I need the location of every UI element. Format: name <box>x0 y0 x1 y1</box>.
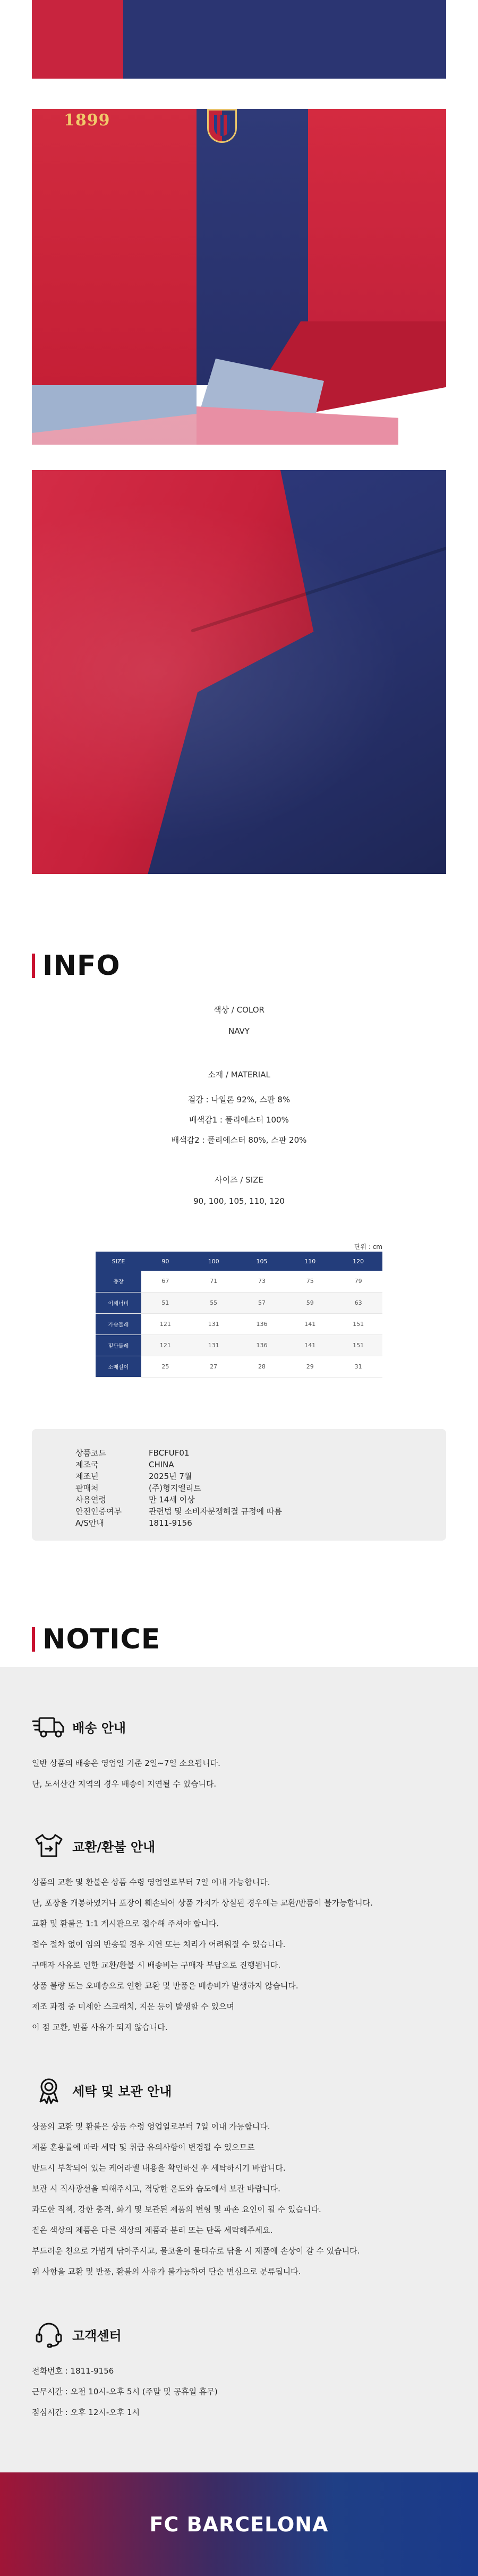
notice-line: 근무시간 : 오전 10시-오후 5시 (주말 및 공휴일 휴무) <box>32 2387 218 2396</box>
notice-line: 보관 시 직사광선을 피해주시고, 적당한 온도와 습도에서 보관 바랍니다. <box>32 2184 280 2194</box>
spec-row <box>75 1506 446 1517</box>
table-cell: 29 <box>286 1356 334 1377</box>
notice-line: 단, 도서산간 지역의 경우 배송이 지연될 수 있습니다. <box>32 1779 217 1789</box>
notice-line: 단, 포장을 개봉하였거나 포장이 훼손되어 상품 가치가 상실된 경우에는 교환/반품이 불가능합니다. <box>32 1898 373 1908</box>
notice-item-header <box>32 1712 446 1741</box>
size-table-header-cell: 120 <box>334 1252 382 1271</box>
spec-row <box>75 1517 446 1529</box>
notice-line: 부드러운 천으로 가볍게 닦아주시고, 물코올이 물티슈로 닦을 시 제품에 손상이 갈 수 있습니다. <box>32 2246 360 2256</box>
material-line: 겉감 : 나일론 92%, 스판 8% <box>187 1095 291 1104</box>
notice-customer-center <box>32 2319 446 2423</box>
info-heading-text: INFO <box>42 950 121 982</box>
notice-exchange-refund <box>32 1831 446 2038</box>
material-section <box>0 1069 478 1150</box>
notice-line: 위 사항을 교환 및 반품, 환불의 사유가 불가능하여 단순 변심으로 분류됩니다. <box>32 2267 301 2276</box>
notice-line: 제품 혼용률에 따라 세탁 및 취급 유의사항이 변경될 수 있으므로 <box>32 2143 255 2152</box>
product-photo-hem <box>32 109 446 445</box>
table-cell: 121 <box>141 1334 190 1356</box>
product-spec-box <box>32 1429 446 1541</box>
spec-value: 1811-9156 <box>149 1518 192 1528</box>
spec-key: A/S안내 <box>75 1518 104 1528</box>
table-row <box>96 1271 382 1292</box>
notice-line: 교환 및 환불은 1:1 게시판으로 접수해 주셔야 합니다. <box>32 1919 219 1928</box>
headset-icon <box>32 2319 66 2349</box>
table-cell: 27 <box>190 1356 238 1377</box>
shirt-exchange-icon <box>32 1831 66 1860</box>
size-table-header-cell: SIZE <box>96 1252 141 1271</box>
table-cell: 63 <box>334 1292 382 1313</box>
spec-key: 상품코드 <box>75 1448 106 1458</box>
notice-line: 반드시 부착되어 있는 케어라벨 내용을 확인하신 후 세탁하시기 바랍니다. <box>32 2163 286 2173</box>
table-cell: 121 <box>141 1313 190 1334</box>
spec-key: 판매처 <box>75 1483 99 1493</box>
spec-value: FBCFUF01 <box>149 1448 190 1458</box>
size-title: 사이즈 / SIZE <box>215 1175 263 1185</box>
spec-row <box>75 1459 446 1470</box>
table-cell: 73 <box>238 1271 286 1292</box>
fabric-shading <box>32 470 446 874</box>
product-photo-top <box>32 0 446 79</box>
row-label: 소매길이 <box>96 1356 141 1377</box>
table-cell: 25 <box>141 1356 190 1377</box>
notice-line: 접수 절차 없이 임의 반송될 경우 지연 또는 처리가 어려워질 수 있습니다. <box>32 1940 286 1949</box>
notice-item-header <box>32 2075 446 2105</box>
spec-key: 제조년 <box>75 1472 99 1481</box>
notice-line: 일반 상품의 배송은 영업일 기준 2일~7일 소요됩니다. <box>32 1758 220 1768</box>
table-cell: 136 <box>238 1334 286 1356</box>
table-cell: 59 <box>286 1292 334 1313</box>
table-cell: 79 <box>334 1271 382 1292</box>
notice-item-header <box>32 2319 446 2349</box>
size-table-header-cell: 100 <box>190 1252 238 1271</box>
notice-item-body <box>32 1753 446 1795</box>
heading-accent-bar <box>32 1627 35 1652</box>
notice-line: 상품의 교환 및 환불은 상품 수령 영업일로부터 7일 이내 가능합니다. <box>32 2122 270 2131</box>
notice-line: 이 점 교환, 반품 사유가 되지 않습니다. <box>32 2022 168 2032</box>
color-title: 색상 / COLOR <box>214 1005 264 1015</box>
heading-accent-bar <box>32 954 35 978</box>
fabric-red-panel <box>32 0 123 79</box>
table-cell: 136 <box>238 1313 286 1334</box>
spec-value: 2025년 7월 <box>149 1472 192 1481</box>
notice-item-header <box>32 1831 446 1860</box>
table-row <box>96 1313 382 1334</box>
table-cell: 57 <box>238 1292 286 1313</box>
size-table-header-cell: 90 <box>141 1252 190 1271</box>
table-cell: 28 <box>238 1356 286 1377</box>
delivery-truck-icon <box>32 1712 66 1741</box>
notice-line: 짙은 색상의 제품은 다른 색상의 제품과 분리 또는 단독 세탁해주세요. <box>32 2225 273 2235</box>
row-label: 총장 <box>96 1271 141 1292</box>
table-cell: 55 <box>190 1292 238 1313</box>
notice-line: 상품의 교환 및 환불은 상품 수령 영업일로부터 7일 이내 가능합니다. <box>32 1877 270 1887</box>
row-label: 어깨너비 <box>96 1292 141 1313</box>
table-row <box>96 1292 382 1313</box>
notice-delivery <box>32 1712 446 1795</box>
spec-row <box>75 1482 446 1494</box>
notice-care <box>32 2075 446 2282</box>
notice-heading <box>32 1623 160 1655</box>
notice-line: 전화번호 : 1811-9156 <box>32 2366 114 2376</box>
spec-key: 안전인증여부 <box>75 1507 122 1516</box>
brand-footer <box>0 2472 478 2576</box>
notice-item-title: 교환/환불 안내 <box>72 1839 156 1855</box>
spec-value: (주)형지엘리트 <box>149 1483 201 1493</box>
table-cell: 51 <box>141 1292 190 1313</box>
club-crest-icon <box>207 109 237 143</box>
size-section <box>0 1174 478 1208</box>
table-row <box>96 1334 382 1356</box>
spec-value: 관련법 및 소비자분쟁해결 규정에 따름 <box>149 1507 282 1516</box>
brand-name: FC BARCELONA <box>149 2512 329 2536</box>
table-cell: 141 <box>286 1334 334 1356</box>
material-line: 배색감1 : 폴리에스터 100% <box>189 1115 289 1125</box>
notice-item-body <box>32 2361 446 2423</box>
table-cell: 151 <box>334 1313 382 1334</box>
size-table <box>96 1252 382 1378</box>
notice-line: 점심시간 : 오후 12시-오후 1시 <box>32 2408 140 2417</box>
product-photo-fabric-closeup <box>32 470 446 874</box>
spec-value: 만 14세 이상 <box>149 1495 195 1504</box>
year-print: 1899 <box>64 111 110 130</box>
notice-item-title: 배송 안내 <box>72 1720 126 1736</box>
color-value: NAVY <box>228 1026 250 1036</box>
table-cell: 131 <box>190 1334 238 1356</box>
notice-item-title: 고객센터 <box>72 2328 122 2343</box>
material-line: 배색감2 : 폴리에스터 80%, 스판 20% <box>171 1135 307 1145</box>
row-label: 밑단둘레 <box>96 1334 141 1356</box>
table-cell: 75 <box>286 1271 334 1292</box>
notice-heading-text: NOTICE <box>42 1623 161 1655</box>
spec-row <box>75 1470 446 1482</box>
info-heading <box>32 950 121 982</box>
notice-item-body <box>32 2116 446 2282</box>
table-cell: 141 <box>286 1313 334 1334</box>
spec-row <box>75 1447 446 1459</box>
size-unit-label: 단위 : cm <box>354 1243 382 1251</box>
size-table-header <box>96 1252 382 1271</box>
notice-line: 상품 불량 또는 오배송으로 인한 교환 및 반품은 배송비가 발생하지 않습니다. <box>32 1981 298 1991</box>
table-cell: 151 <box>334 1334 382 1356</box>
table-cell: 131 <box>190 1313 238 1334</box>
spec-row <box>75 1494 446 1506</box>
spec-key: 사용연령 <box>75 1495 106 1504</box>
table-cell: 71 <box>190 1271 238 1292</box>
table-row <box>96 1356 382 1377</box>
notice-line: 과도한 직책, 강한 충격, 화기 및 보관된 제품의 변형 및 파손 요인이 될 수 있습니다. <box>32 2205 321 2214</box>
fabric-red-panel <box>32 109 197 385</box>
table-cell: 31 <box>334 1356 382 1377</box>
size-table-header-cell: 105 <box>238 1252 286 1271</box>
spec-key: 제조국 <box>75 1460 99 1469</box>
size-table-header-cell: 110 <box>286 1252 334 1271</box>
table-cell: 67 <box>141 1271 190 1292</box>
notice-item-body <box>32 1872 446 2038</box>
notice-item-title: 세탁 및 보관 안내 <box>72 2084 172 2099</box>
care-badge-icon <box>32 2075 66 2105</box>
notice-line: 제조 과정 중 미세한 스크래치, 지운 등이 발생할 수 있으며 <box>32 2002 234 2011</box>
notice-line: 구매자 사유로 인한 교환/환불 시 배송비는 구매자 부담으로 진행됩니다. <box>32 1960 281 1970</box>
fabric-blue-panel <box>123 0 446 79</box>
row-label: 가슴둘레 <box>96 1313 141 1334</box>
size-list: 90, 100, 105, 110, 120 <box>193 1196 285 1206</box>
spec-value: CHINA <box>149 1460 174 1469</box>
color-section <box>0 1004 478 1038</box>
material-title: 소재 / MATERIAL <box>208 1070 270 1079</box>
